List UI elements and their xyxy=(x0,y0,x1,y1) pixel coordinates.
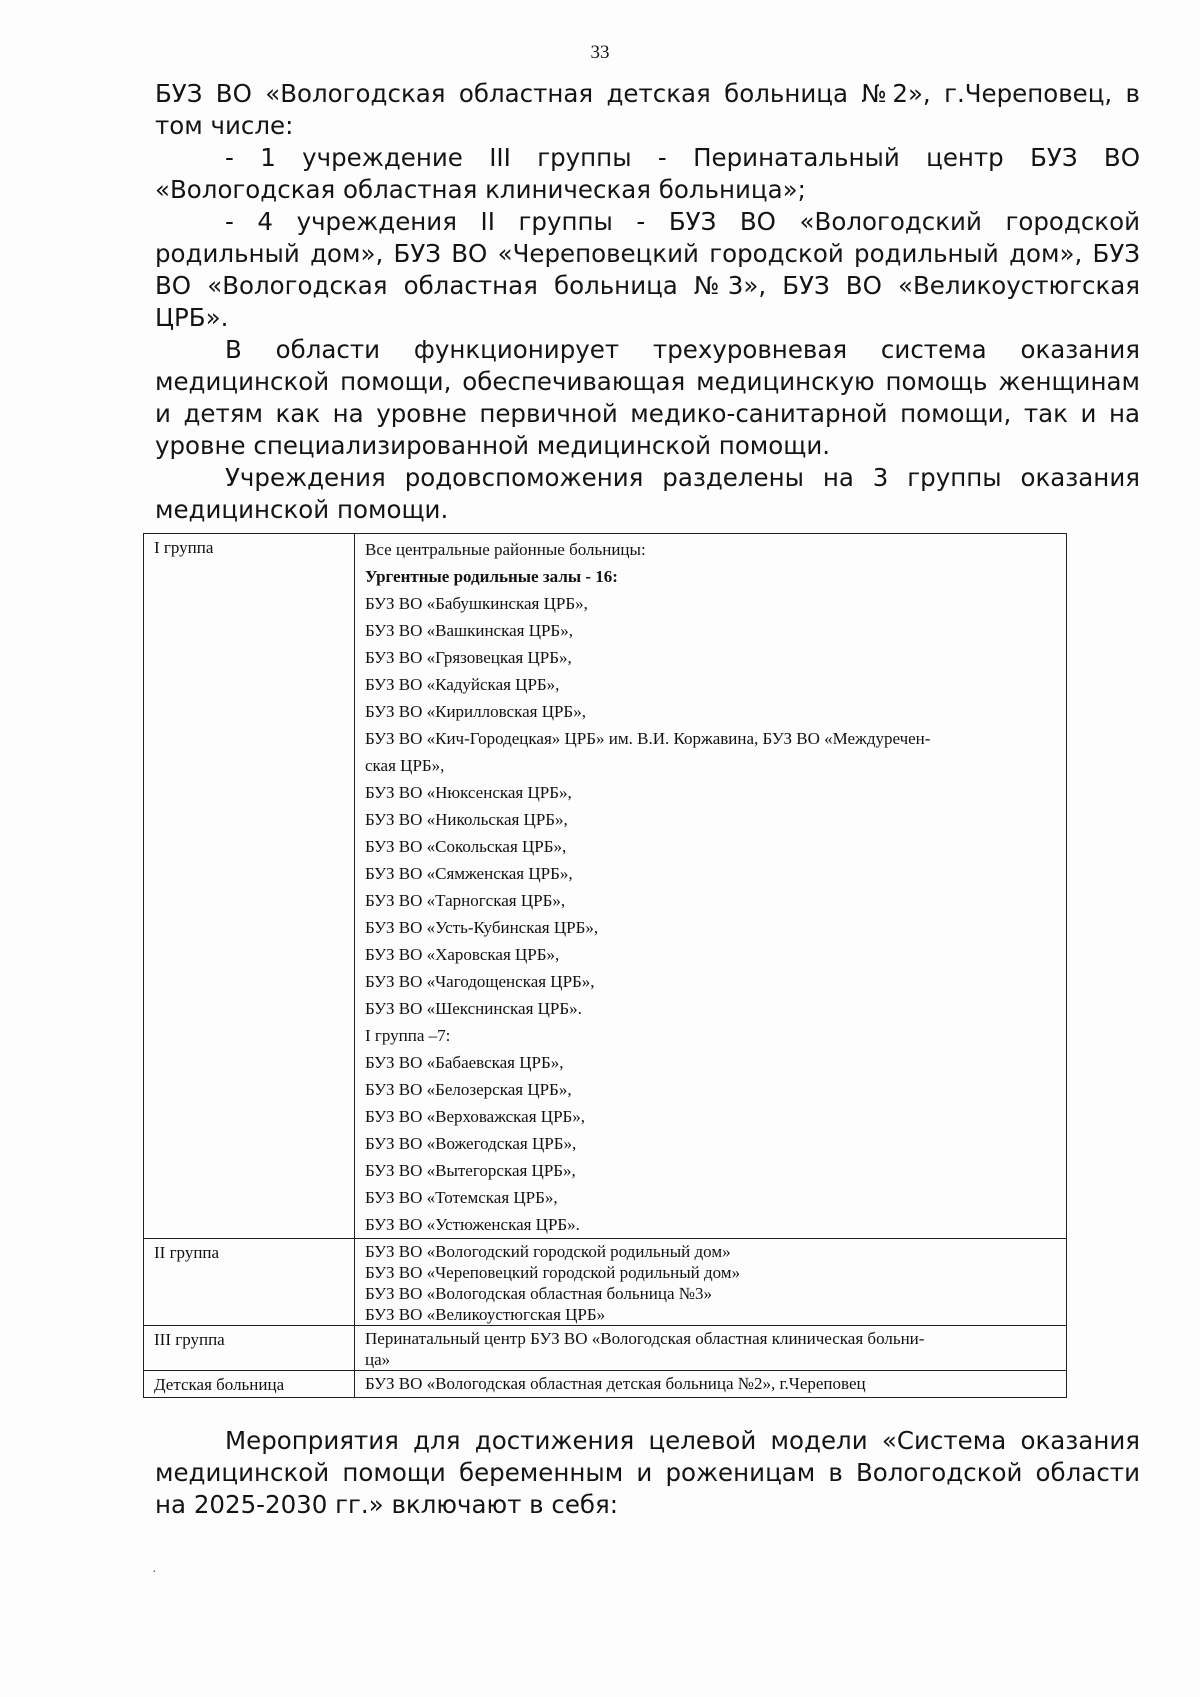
intro-text xyxy=(155,78,1140,526)
list-item: БУЗ ВО «Бабушкинская ЦРБ», xyxy=(365,594,588,613)
list-item: БУЗ ВО «Вожегодская ЦРБ», xyxy=(365,1134,577,1153)
list-item: БУЗ ВО «Кадуйская ЦРБ», xyxy=(365,675,560,694)
maternity-groups-table xyxy=(143,533,1067,1398)
list-item: ца» xyxy=(365,1350,391,1369)
table-row-group-2 xyxy=(144,1239,1067,1326)
group-label: Детская больница xyxy=(144,1371,355,1398)
paragraph-groups-division: Учреждения родовспоможения разделены на 3 группы оказания медицинской помощи. xyxy=(155,463,1140,524)
list-item: БУЗ ВО «Кич-Городецкая» ЦРБ» им. В.И. Коржавина, БУЗ ВО «Междуречен- xyxy=(365,729,931,748)
table-row-children-hospital xyxy=(144,1371,1067,1398)
paragraph-hospital-intro: БУЗ ВО «Вологодская областная детская больница №2», г.Череповец, в том числе: xyxy=(155,79,1140,140)
list-item: Перинатальный центр БУЗ ВО «Вологодская областная клиническая больни- xyxy=(365,1329,925,1348)
paragraph-three-level-system: В области функционирует трехуровневая система оказания медицинской помощи, обеспечивающая медицинскую помощь женщинам и детям как на уровне первичной медико-санитарной помощи, так и на уровне специализированной медицинской помощи. xyxy=(155,335,1140,460)
list-item: БУЗ ВО «Вологодская областная детская больница №2», г.Череповец xyxy=(365,1374,866,1393)
paragraph-group-three-item: - 1 учреждение III группы - Перинатальный центр БУЗ ВО «Вологодская областная клиническая больница»; xyxy=(155,143,1140,204)
list-item: БУЗ ВО «Белозерская ЦРБ», xyxy=(365,1080,572,1099)
group-label: I группа xyxy=(144,534,355,1239)
list-item: БУЗ ВО «Бабаевская ЦРБ», xyxy=(365,1053,564,1072)
table-row-group-1 xyxy=(144,534,1067,1239)
group-label: III группа xyxy=(144,1326,355,1371)
list-item: БУЗ ВО «Верховажская ЦРБ», xyxy=(365,1107,586,1126)
list-item: БУЗ ВО «Грязовецкая ЦРБ», xyxy=(365,648,572,667)
list-item: БУЗ ВО «Харовская ЦРБ», xyxy=(365,945,560,964)
scan-speck: · xyxy=(152,1565,157,1580)
list-item: БУЗ ВО «Сямженская ЦРБ», xyxy=(365,864,573,883)
list-item: БУЗ ВО «Тарногская ЦРБ», xyxy=(365,891,566,910)
group-institutions xyxy=(355,1239,1067,1326)
table-row-group-3 xyxy=(144,1326,1067,1371)
list-item: БУЗ ВО «Великоустюгская ЦРБ» xyxy=(365,1305,606,1324)
list-item: БУЗ ВО «Усть-Кубинская ЦРБ», xyxy=(365,918,599,937)
list-item: БУЗ ВО «Вологодский городской родильный дом» xyxy=(365,1242,731,1261)
subheading-group-seven: I группа –7: xyxy=(365,1026,451,1045)
list-item: БУЗ ВО «Череповецкий городской родильный дом» xyxy=(365,1263,741,1282)
group-institutions xyxy=(355,534,1067,1239)
list-item: БУЗ ВО «Нюксенская ЦРБ», xyxy=(365,783,572,802)
list-item: БУЗ ВО «Устюженская ЦРБ». xyxy=(365,1215,580,1234)
group-label: II группа xyxy=(144,1239,355,1326)
list-item: БУЗ ВО «Вологодская областная больница №3» xyxy=(365,1284,712,1303)
paragraph-group-two-item: - 4 учреждения II группы - БУЗ ВО «Вологодский городской родильный дом», БУЗ ВО «Череповецкий городской родильный дом», БУЗ ВО «Вологодская областная больница №3», БУЗ ВО «Великоустюгская ЦРБ». xyxy=(155,207,1140,332)
list-item: БУЗ ВО «Кирилловская ЦРБ», xyxy=(365,702,586,721)
list-item: БУЗ ВО «Шекснинская ЦРБ». xyxy=(365,999,582,1018)
page-number: 33 xyxy=(590,42,610,63)
subheading-urgent-rooms: Ургентные родильные залы - 16: xyxy=(365,567,618,586)
closing-text xyxy=(155,1425,1140,1521)
list-item: БУЗ ВО «Чагодощенская ЦРБ», xyxy=(365,972,595,991)
list-item: БУЗ ВО «Тотемская ЦРБ», xyxy=(365,1188,558,1207)
list-item: БУЗ ВО «Сокольская ЦРБ», xyxy=(365,837,567,856)
list-item: БУЗ ВО «Вашкинская ЦРБ», xyxy=(365,621,573,640)
list-item: БУЗ ВО «Никольская ЦРБ», xyxy=(365,810,568,829)
list-item: ская ЦРБ», xyxy=(365,756,445,775)
list-item: БУЗ ВО «Вытегорская ЦРБ», xyxy=(365,1161,576,1180)
paragraph-target-model-measures: Мероприятия для достижения целевой модели «Система оказания медицинской помощи беременным и роженицам в Вологодской области на 2025-2030 гг.» включают в себя: xyxy=(155,1426,1140,1519)
group-institutions xyxy=(355,1326,1067,1371)
group-institutions xyxy=(355,1371,1067,1398)
list-item: Все центральные районные больницы: xyxy=(365,540,646,559)
